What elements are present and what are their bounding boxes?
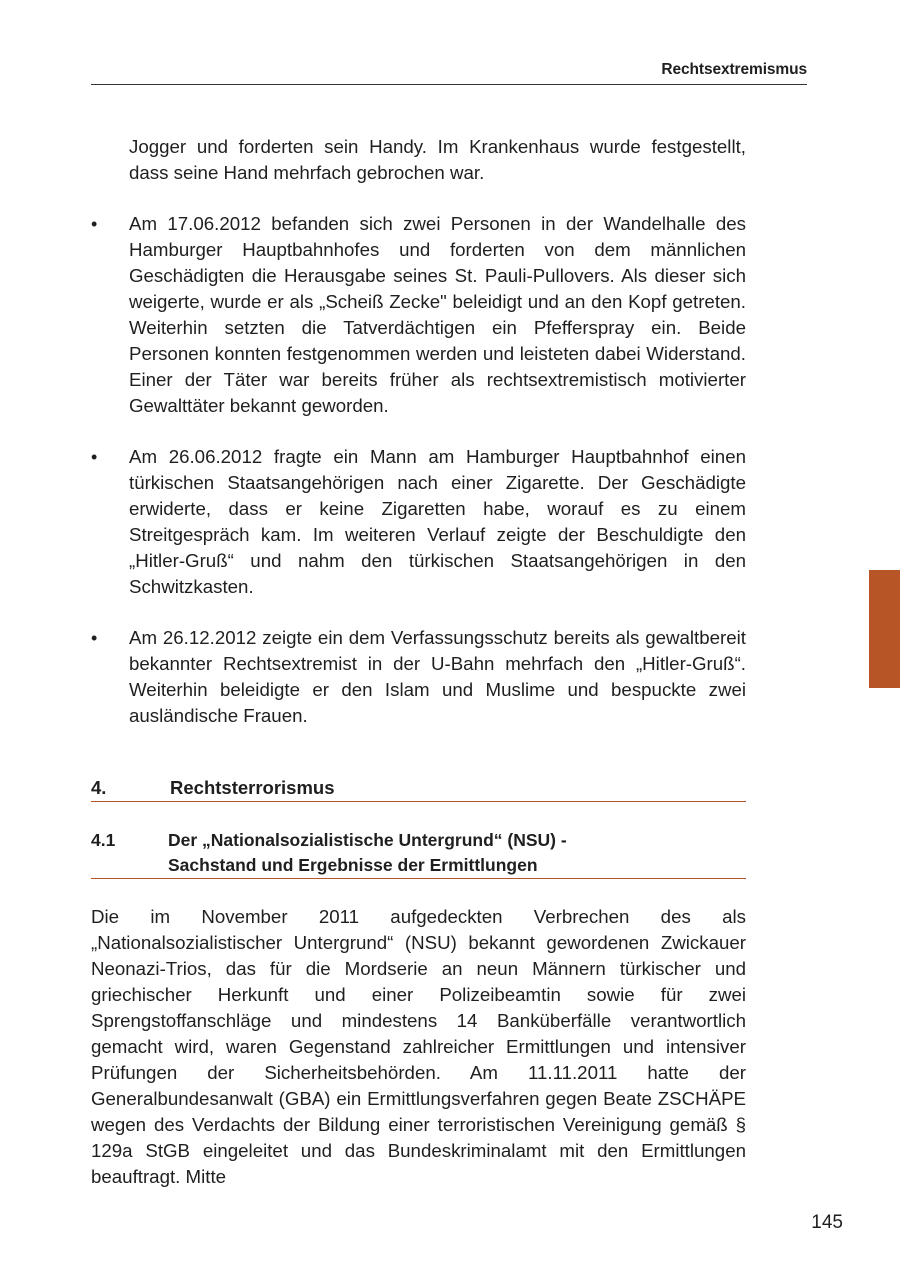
bullet-mark: • bbox=[91, 447, 98, 467]
bullet-item bbox=[91, 625, 746, 729]
bullet-text: Am 26.06.2012 fragte ein Mann am Hamburger Hauptbahnhof einen türkischen Staatsangehörigen nach einer Zigarette. Der Geschädigte erwiderte, dass er keine Zigaretten habe, worauf es zu einem Streitgespräch kam. Im weiteren Verlauf zeigte der Beschuldigte den „Hitler-Gruß“ und nahm den türkischen Staatsangehörigen in den Schwitzkasten. bbox=[129, 446, 746, 597]
bullet-mark: • bbox=[91, 214, 98, 234]
bullet-item bbox=[91, 444, 746, 600]
running-head: Rechtsextremismus bbox=[661, 61, 807, 78]
section-number: 4. bbox=[91, 777, 107, 798]
section-title: Rechtsterrorismus bbox=[170, 777, 335, 798]
header-rule bbox=[91, 84, 807, 85]
bullet-item bbox=[91, 211, 746, 419]
page-number: 145 bbox=[811, 1212, 843, 1233]
incident-bullet-list bbox=[91, 211, 746, 754]
bullet-text: Am 26.12.2012 zeigte ein dem Verfassungsschutz bereits als gewaltbereit bekannter Rechtsextremist in der U-Bahn mehrfach den „Hitler-Gruß“. Weiterhin beleidigte er den Islam und Muslime und bespuckte zwei ausländische Frauen. bbox=[129, 627, 746, 726]
subsection-number: 4.1 bbox=[91, 830, 116, 850]
chapter-side-tab bbox=[869, 570, 900, 688]
subsection-heading bbox=[91, 828, 746, 879]
subsection-title-line2: Sachstand und Ergebnisse der Ermittlungen bbox=[168, 855, 538, 875]
continuation-paragraph: Jogger und forderten sein Handy. Im Krankenhaus wurde festgestellt, dass seine Hand mehrfach gebrochen war. bbox=[129, 136, 746, 183]
subsection-title-line1: Der „Nationalsozialistische Untergrund“ (NSU) - bbox=[168, 830, 567, 850]
bullet-text: Am 17.06.2012 befanden sich zwei Personen in der Wandelhalle des Hamburger Hauptbahnhofes und forderten von dem männlichen Geschädigten die Herausgabe seines St. Pauli-Pullovers. Als dieser sich weigerte, wurde er als „Scheiß Zecke" beleidigt und an den Kopf getreten. Weiterhin setzten die Tatverdächtigen ein Pfefferspray ein. Beide Personen konnten festgenommen werden und leisteten dabei Widerstand. Einer der Täter war bereits früher als rechtsextremistisch motivierter Gewalttäter bekannt geworden. bbox=[129, 213, 746, 416]
main-paragraph: Die im November 2011 aufgedeckten Verbrechen des als „Nationalsozialistischer Untergrund“ (NSU) bekannt gewordenen Zwickauer Neonazi-Trios, das für die Mordserie an neun Männern türkischer und griechischer Herkunft und einer Polizeibeamtin sowie für zwei Sprengstoffanschläge und mindestens 14 Banküberfälle verantwortlich gemacht wird, waren Gegenstand zahlreicher Ermittlungen und intensiver Prüfungen der Sicherheitsbehörden. Am 11.11.2011 hatte der Generalbundesanwalt (GBA) ein Ermittlungsverfahren gegen Beate ZSCHÄPE wegen des Verdachts der Bildung einer terroristischen Vereinigung gemäß § 129a StGB eingeleitet und das Bundeskriminalamt mit den Ermittlungen beauftragt. Mitte bbox=[91, 906, 746, 1187]
section-heading bbox=[91, 776, 746, 802]
bullet-mark: • bbox=[91, 628, 98, 648]
